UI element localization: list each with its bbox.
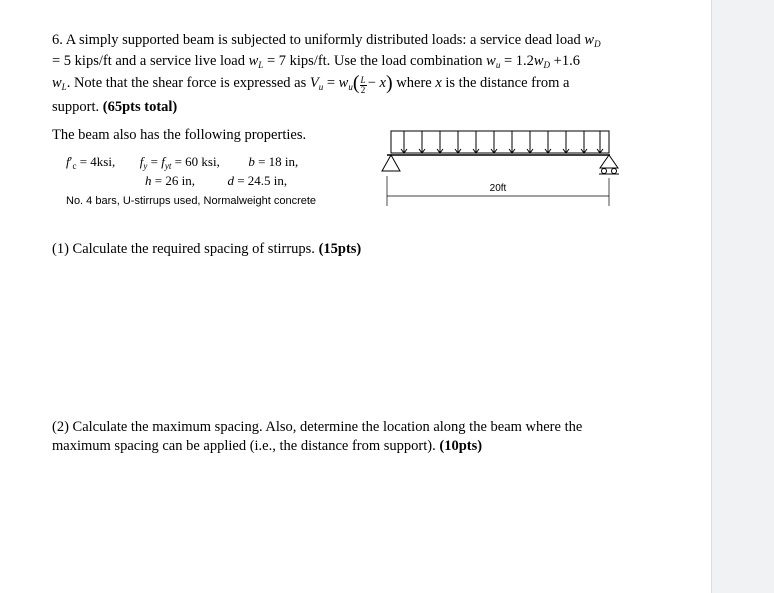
problem-line-4: support. (65pts total)	[52, 99, 178, 115]
question-2-line-1: (2) Calculate the maximum spacing. Also, determine the location along the beam where the	[52, 419, 583, 435]
properties-row-1: $f'_c = 4ksi$, $f_y = f_{yt} = 60$ ksi, b = 18 in,	[66, 154, 299, 171]
distributed-load-box	[391, 131, 609, 153]
problem-line-3: $w_L$. Note that the shear force is expressed as $V_u = w_u$( $\frac{L}{2}$ − x) where x is the distance from a	[52, 72, 570, 95]
problem-line-2: = 5 kips/ft and a service live load $w_L = 7$ kips/ft. Use the load combination $w_u = 1.2w_D +1.6$	[52, 53, 580, 70]
question-2-line-2: maximum spacing can be applied (i.e., the distance from support). (10pts)	[52, 438, 483, 454]
question-1: (1) Calculate the required spacing of stirrups. (15pts)	[52, 241, 362, 257]
properties-notes: No. 4 bars, U-stirrups used, Normalweight concrete	[66, 195, 317, 207]
right-sidebar	[711, 0, 774, 593]
beam-diagram	[370, 126, 630, 208]
fraction-l-over-2: $\frac{L}{2}$	[360, 75, 366, 95]
properties-intro: The beam also has the following properties.	[52, 127, 307, 143]
properties-row-2: h = 26 in, d = 24.5 in,	[145, 173, 288, 188]
problem-number: 6.	[52, 32, 63, 48]
roller-support	[599, 155, 619, 174]
pin-support	[382, 155, 400, 171]
span-label: 20ft	[489, 183, 507, 194]
problem-line-1: 6. A simply supported beam is subjected to uniformly distributed loads: a service dead load $w_D$	[52, 32, 601, 49]
